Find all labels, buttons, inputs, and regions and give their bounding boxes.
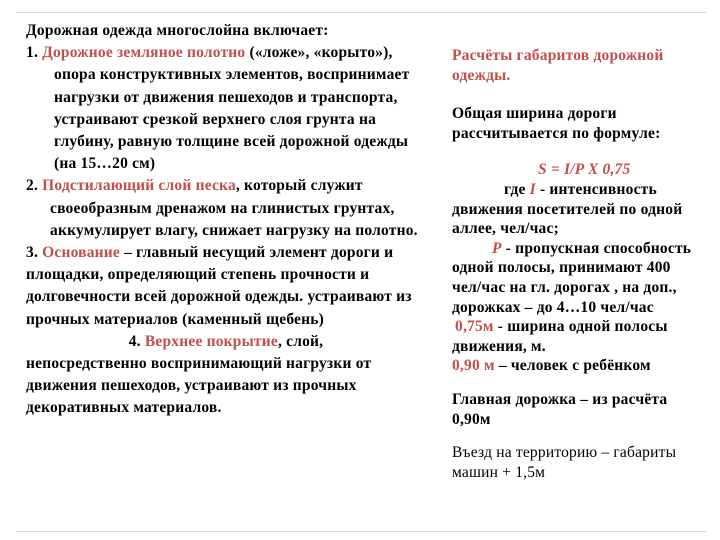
param-p: [452, 239, 700, 317]
item-text: , который служит своеобразным дренажом на глинистых грунтах, аккумулирует влагу, снижает нагрузку на полотно.: [50, 177, 418, 239]
item-term: Дорожное земляное полотно: [42, 44, 246, 62]
param-i-prefix: где: [504, 180, 526, 198]
entry-note: Въезд на территорию – габариты машин + 1,5м: [452, 444, 677, 481]
param-i: [452, 180, 700, 239]
item-term: Верхнее покрытие: [144, 332, 278, 350]
item-number: 2.: [26, 177, 39, 195]
param-width: [452, 317, 700, 356]
right-column: [452, 46, 700, 482]
item-number: 3.: [26, 244, 39, 262]
item-text: («ложе», «корыто»), опора конструктивных элементов, воспринимает нагрузки от движения пешеходов и транспорта, устраивают срезкой верхнего слоя грунта на глубину, равную толщине всей дорожной одежды (на 15…20 см): [54, 44, 410, 173]
child-width-text: – человек с ребёнком: [498, 357, 651, 375]
list-item-1: [26, 42, 426, 175]
param-i-symbol: I: [529, 180, 536, 198]
param-p-symbol: P: [492, 239, 502, 257]
item-term: Подстилающий слой песка: [42, 177, 236, 195]
main-path-note: Главная дорожка – из расчёта 0,90м: [452, 390, 668, 428]
width-text: - ширина одной полосы движения, м.: [452, 318, 668, 355]
list-item-4: [26, 331, 426, 353]
width-value: 0,75м: [455, 318, 494, 336]
item-number: 4.: [128, 332, 141, 350]
param-child: [452, 356, 700, 376]
list-item-3: [26, 242, 426, 331]
list-item-2: [26, 175, 426, 242]
item-text: – главный несущий элемент дороги и площадки, определяющий степень прочности и долговечности всей дорожной одежды. устраивают из прочных материалов (каменный щебень): [26, 244, 412, 328]
param-i-text: - интенсивность движения посетителей по одной аллее, чел/час;: [452, 180, 683, 238]
left-heading: Дорожная одежда многослойна включает:: [26, 22, 329, 39]
left-column: [26, 20, 426, 420]
child-width-value: 0,90 м: [452, 357, 495, 375]
item-text: , слой,: [277, 332, 324, 350]
item-term: Основание: [42, 244, 121, 262]
formula-intro: Общая ширина дороги рассчитывается по формуле:: [452, 105, 661, 142]
formula: S = I/P X 0,75: [538, 161, 631, 179]
calc-title: Расчёты габаритов дорожной одежды.: [452, 47, 664, 84]
param-p-text: - пропускная способность одной полосы, принимают 400 чел/час на гл. дорогах , на доп., дорожках – до 4…10 чел/час: [452, 239, 692, 316]
list-item-4-continued: непосредственно воспринимающий нагрузки от движения пешеходов, устраивают из прочных декоративных материалов.: [26, 355, 372, 417]
item-number: 1.: [26, 44, 39, 62]
